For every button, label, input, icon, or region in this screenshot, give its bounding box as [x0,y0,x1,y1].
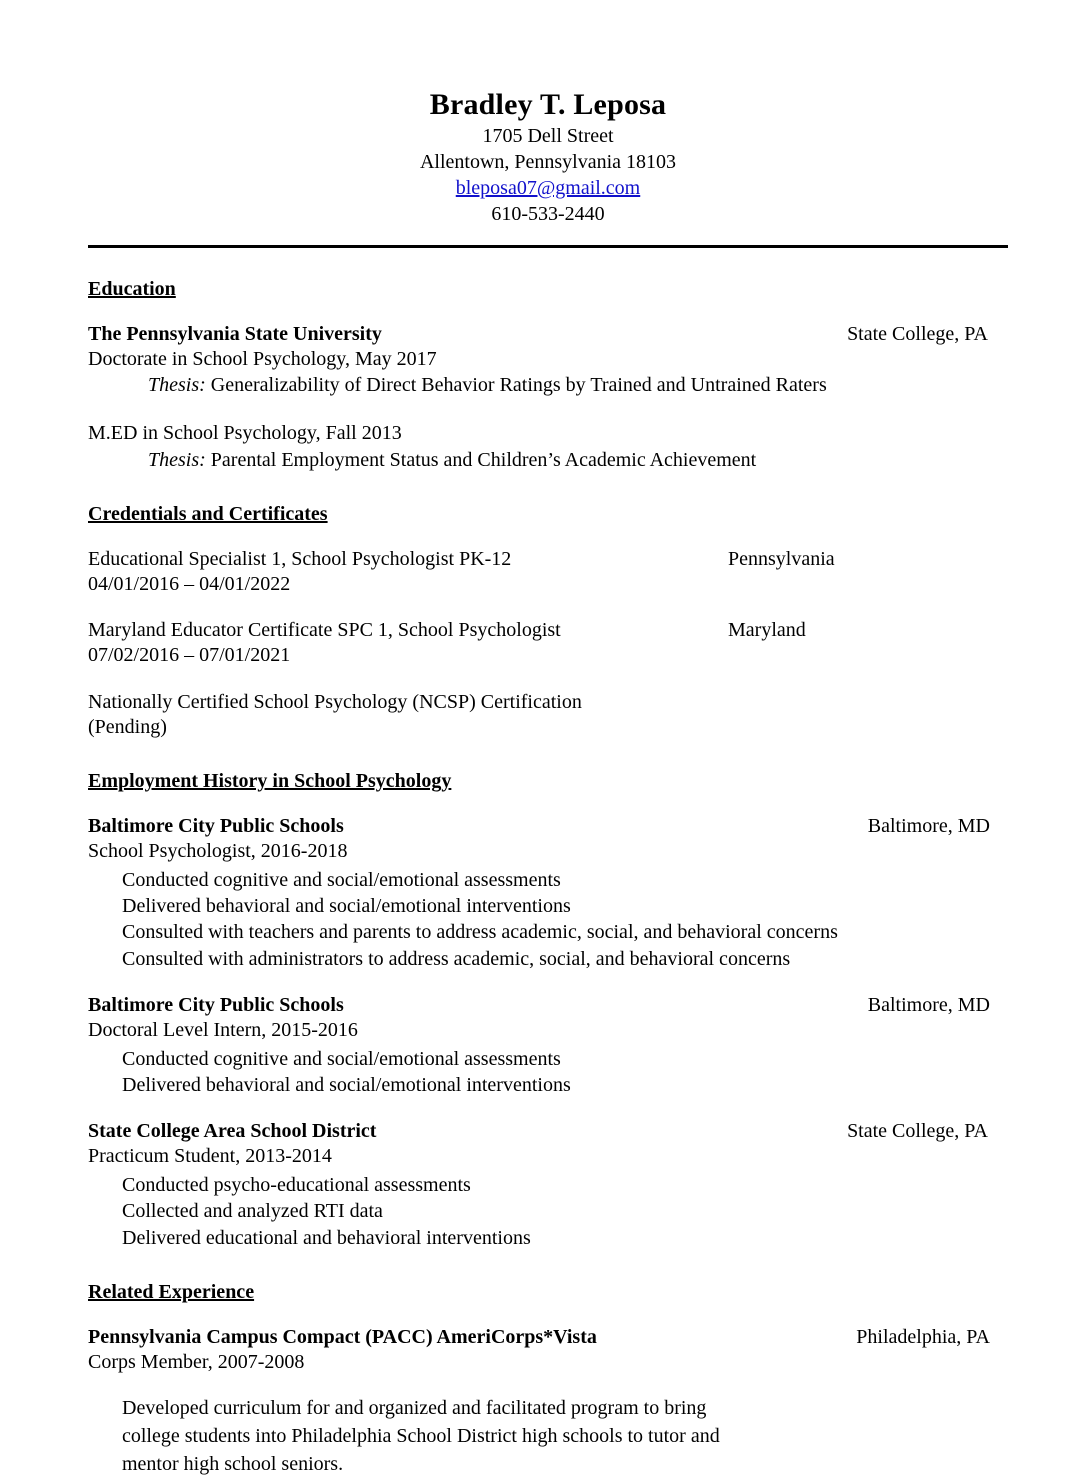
section-title-employment: Employment History in School Psychology [88,770,452,793]
credential-dates: (Pending) [88,715,167,738]
employment-role: School Psychologist, 2016-2018 [88,840,348,863]
employment-entry [88,1120,1008,1251]
employment-role: Doctoral Level Intern, 2015-2016 [88,1019,358,1042]
related-role: Corps Member, 2007-2008 [88,1350,305,1373]
education-thesis [88,447,1008,473]
thesis-label: Thesis: [148,448,206,471]
employment-bullets [88,1046,1008,1099]
list-item: Conducted cognitive and social/emotional assessments [122,1047,561,1070]
credential-item [88,548,1008,597]
education-thesis [88,372,1008,398]
employment-role: Practicum Student, 2013-2014 [88,1145,332,1168]
credential-name: Maryland Educator Certificate SPC 1, School Psychologist [88,619,561,642]
list-item: Delivered behavioral and social/emotional interventions [122,1073,571,1096]
street-address: 1705 Dell Street [482,124,614,147]
employment-entry [88,815,1008,972]
credential-item [88,691,1008,740]
education-entry [88,323,1008,399]
education-location: State College, PA [847,322,988,345]
header-divider [88,245,1008,248]
phone-number: 610-533-2440 [491,202,605,225]
organization-location: Philadelphia, PA [856,1325,990,1348]
credential-dates: 07/02/2016 – 07/01/2021 [88,644,291,667]
employer-location: Baltimore, MD [867,994,990,1017]
thesis-text: Parental Employment Status and Children’s Academic Achievement [205,448,757,471]
education-degree: M.ED in School Psychology, Fall 2013 [88,422,402,445]
employment-bullets [88,867,1008,973]
related-description: Developed curriculum for and organized and facilitated program to bring college students into Philadelphia School District high schools to tutor and mentor high school seniors. [122,1397,720,1475]
thesis-label: Thesis: [148,373,206,396]
list-item: Delivered behavioral and social/emotional interventions [122,895,571,918]
credential-state: Pennsylvania [728,548,835,571]
list-item: Consulted with teachers and parents to address academic, social, and behavioral concerns [122,921,838,944]
credential-dates: 04/01/2016 – 04/01/2022 [88,573,291,596]
credential-name: Nationally Certified School Psychology (NCSP) Certification [88,690,582,713]
education-degree: Doctorate in School Psychology, May 2017 [88,347,437,370]
credential-name: Educational Specialist 1, School Psychologist PK-12 [88,548,512,571]
employer-location: Baltimore, MD [867,815,990,838]
list-item: Delivered educational and behavioral interventions [122,1226,531,1249]
list-item: Conducted psycho-educational assessments [122,1173,471,1196]
education-entry [88,420,1008,473]
education-institution: The Pennsylvania State University [88,322,382,345]
employer-location: State College, PA [847,1120,988,1143]
list-item: Collected and analyzed RTI data [122,1200,383,1223]
employment-bullets [88,1172,1008,1251]
list-item: Consulted with administrators to address academic, social, and behavioral concerns [122,947,791,970]
resume-header [88,88,1008,227]
list-item: Conducted cognitive and social/emotional assessments [122,868,561,891]
candidate-name: Bradley T. Leposa [429,88,667,121]
credential-state: Maryland [728,619,806,642]
thesis-text: Generalizability of Direct Behavior Ratings by Trained and Untrained Raters [205,373,827,396]
employer-name: State College Area School District [88,1120,377,1143]
section-title-education: Education [88,277,176,300]
organization-name: Pennsylvania Campus Compact (PACC) AmeriCorps*Vista [88,1325,597,1348]
credential-item [88,619,1008,668]
section-title-credentials: Credentials and Certificates [88,503,328,526]
employment-entry [88,994,1008,1098]
employer-name: Baltimore City Public Schools [88,815,344,838]
section-title-related-experience: Related Experience [88,1280,255,1303]
related-experience-entry [88,1326,1008,1478]
employer-name: Baltimore City Public Schools [88,994,344,1017]
city-state-zip: Allentown, Pennsylvania 18103 [419,150,677,173]
email-link[interactable]: bleposa07@gmail.com [455,176,641,199]
